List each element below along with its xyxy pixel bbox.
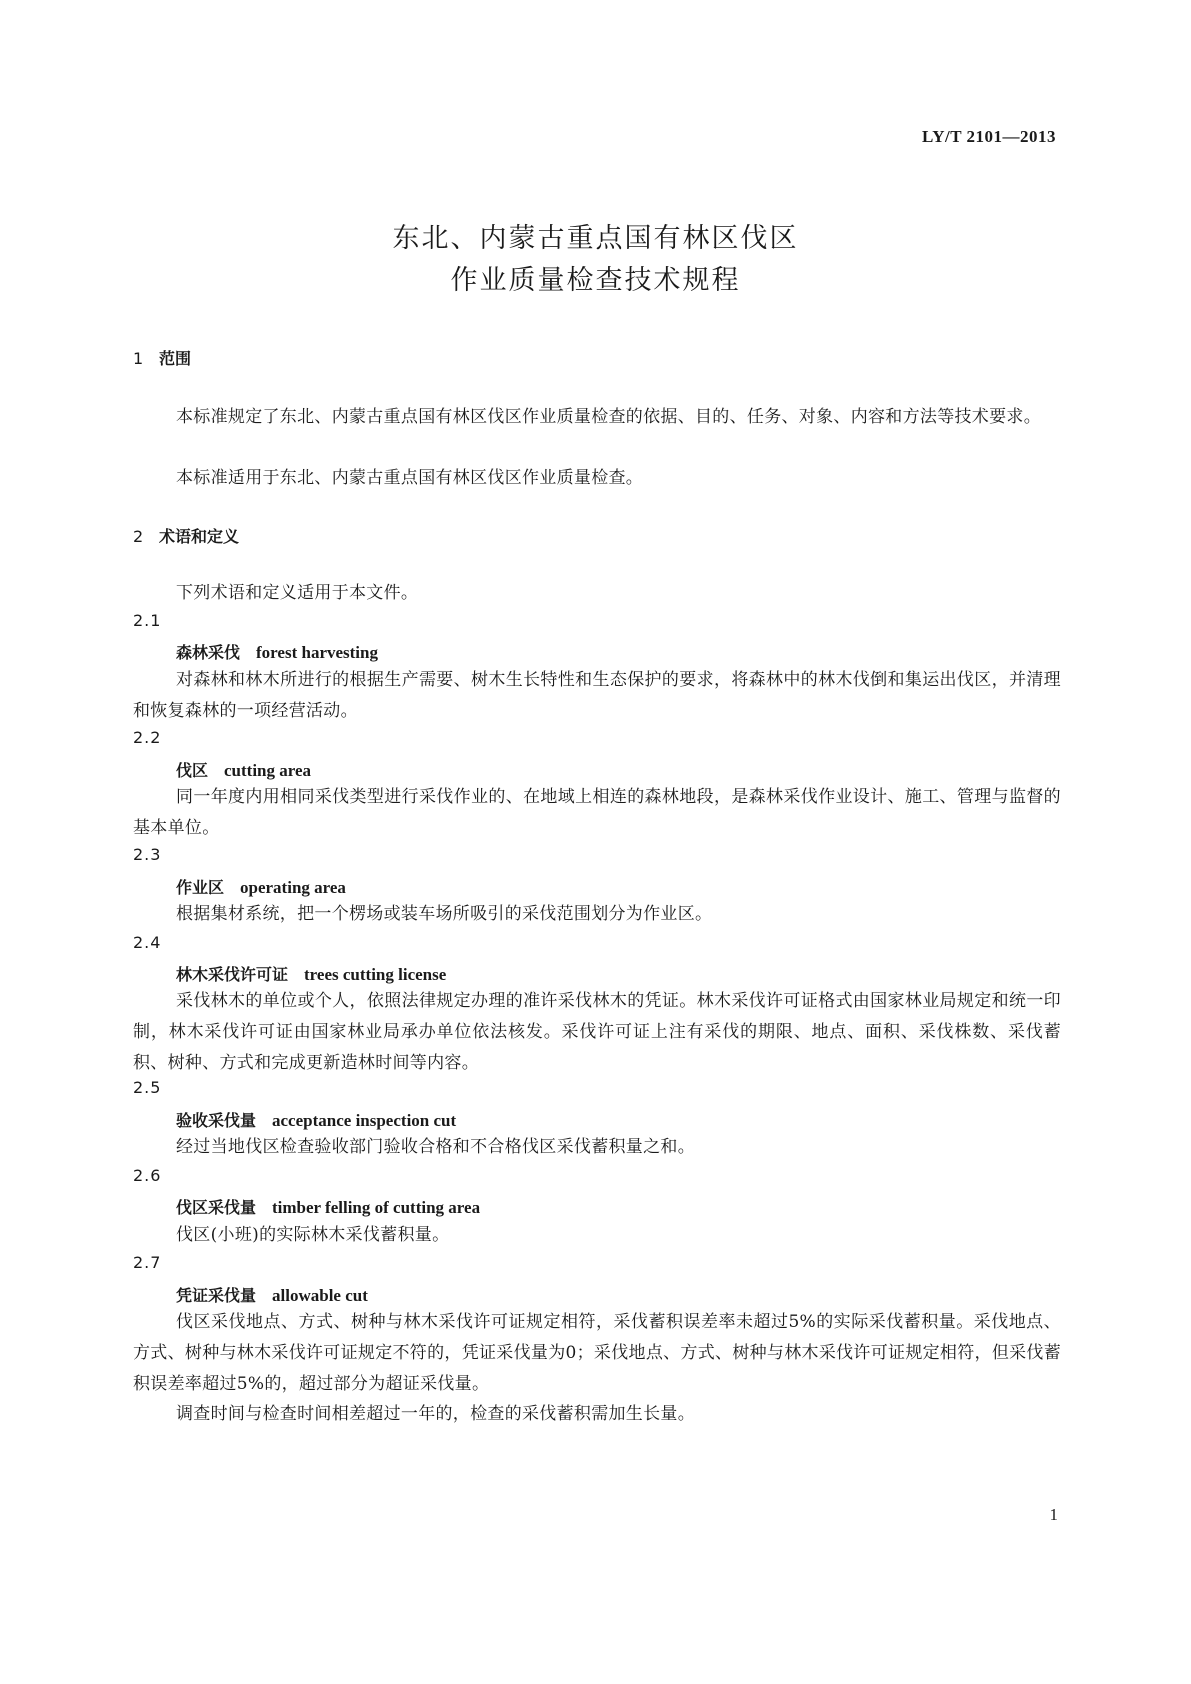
section-2-heading bbox=[133, 524, 239, 547]
clause-number: 2.4 bbox=[133, 933, 162, 952]
page-number: 1 bbox=[1049, 1505, 1058, 1524]
section-title: 范围 bbox=[159, 349, 192, 368]
term-en: timber felling of cutting area bbox=[272, 1198, 481, 1217]
document-title-line1: 东北、内蒙古重点国有林区伐区 bbox=[392, 223, 799, 254]
term-en: trees cutting license bbox=[304, 965, 447, 984]
term-en: allowable cut bbox=[272, 1286, 368, 1305]
section-title: 术语和定义 bbox=[159, 527, 240, 546]
term-definition: 同一年度内用相同采伐类型进行采伐作业的、在地域上相连的森林地段，是森林采伐作业设计、施工、管理与监督的基本单位。 bbox=[133, 787, 1061, 838]
section-number: 1 bbox=[133, 349, 144, 368]
clause-number: 2.2 bbox=[133, 728, 162, 747]
section-number: 2 bbox=[133, 527, 144, 546]
term-heading bbox=[176, 1283, 368, 1306]
term-definition: 经过当地伐区检查验收部门验收合格和不合格伐区采伐蓄积量之和。 bbox=[176, 1137, 695, 1157]
term-en: cutting area bbox=[224, 761, 312, 780]
term-heading bbox=[176, 758, 311, 781]
section-1-paragraph-2: 本标准适用于东北、内蒙古重点国有林区伐区作业质量检查。 bbox=[176, 468, 644, 488]
term-definition-note: 调查时间与检查时间相差超过一年的，检查的采伐蓄积需加生长量。 bbox=[176, 1404, 695, 1424]
term-definition: 采伐林木的单位或个人，依照法律规定办理的准许采伐林木的凭证。林木采伐许可证格式由国家林业局规定和统一印制，林木采伐许可证由国家林业局承办单位依法核发。采伐许可证上注有采伐的期限、地点、面积、采伐株数、采伐蓄积、树种、方式和完成更新造林时间等内容。 bbox=[133, 991, 1061, 1073]
clause-number: 2.6 bbox=[133, 1166, 162, 1185]
section-1-heading bbox=[133, 346, 191, 369]
term-en: operating area bbox=[240, 878, 346, 897]
section-1-paragraph-1: 本标准规定了东北、内蒙古重点国有林区伐区作业质量检查的依据、目的、任务、对象、内容和方法等技术要求。 bbox=[176, 407, 1041, 427]
clause-number: 2.7 bbox=[133, 1253, 162, 1272]
term-cn: 林木采伐许可证 bbox=[176, 965, 289, 984]
term-en: acceptance inspection cut bbox=[272, 1111, 457, 1130]
term-heading bbox=[176, 1108, 456, 1131]
term-definition: 伐区采伐地点、方式、树种与林木采伐许可证规定相符，采伐蓄积误差率未超过5%的实际采伐蓄积量。采伐地点、方式、树种与林木采伐许可证规定不符的，凭证采伐量为0；采伐地点、方式、树种与林木采伐许可证规定相符，但采伐蓄积误差率超过5%的，超过部分为超证采伐量。 bbox=[133, 1312, 1062, 1394]
term-heading bbox=[176, 1195, 480, 1218]
term-cn: 伐区 bbox=[176, 761, 209, 780]
term-cn: 伐区采伐量 bbox=[176, 1198, 257, 1217]
section-2-intro: 下列术语和定义适用于本文件。 bbox=[176, 583, 419, 603]
term-cn: 森林采伐 bbox=[176, 643, 241, 662]
clause-number: 2.5 bbox=[133, 1078, 162, 1097]
clause-number: 2.3 bbox=[133, 845, 162, 864]
term-definition: 根据集材系统，把一个楞场或装车场所吸引的采伐范围划分为作业区。 bbox=[176, 904, 713, 924]
term-heading bbox=[176, 962, 446, 985]
term-cn: 凭证采伐量 bbox=[176, 1286, 257, 1305]
document-title-line2: 作业质量检查技术规程 bbox=[450, 265, 741, 296]
term-cn: 验收采伐量 bbox=[176, 1111, 257, 1130]
term-definition: 对森林和林木所进行的根据生产需要、树木生长特性和生态保护的要求，将森林中的林木伐倒和集运出伐区，并清理和恢复森林的一项经营活动。 bbox=[133, 670, 1061, 721]
term-en: forest harvesting bbox=[256, 643, 378, 662]
term-definition: 伐区(小班)的实际林木采伐蓄积量。 bbox=[176, 1225, 450, 1245]
term-cn: 作业区 bbox=[176, 878, 225, 897]
clause-number: 2.1 bbox=[133, 611, 162, 630]
term-heading bbox=[176, 640, 378, 663]
term-heading bbox=[176, 875, 346, 898]
standard-code: LY/T 2101—2013 bbox=[921, 127, 1056, 146]
